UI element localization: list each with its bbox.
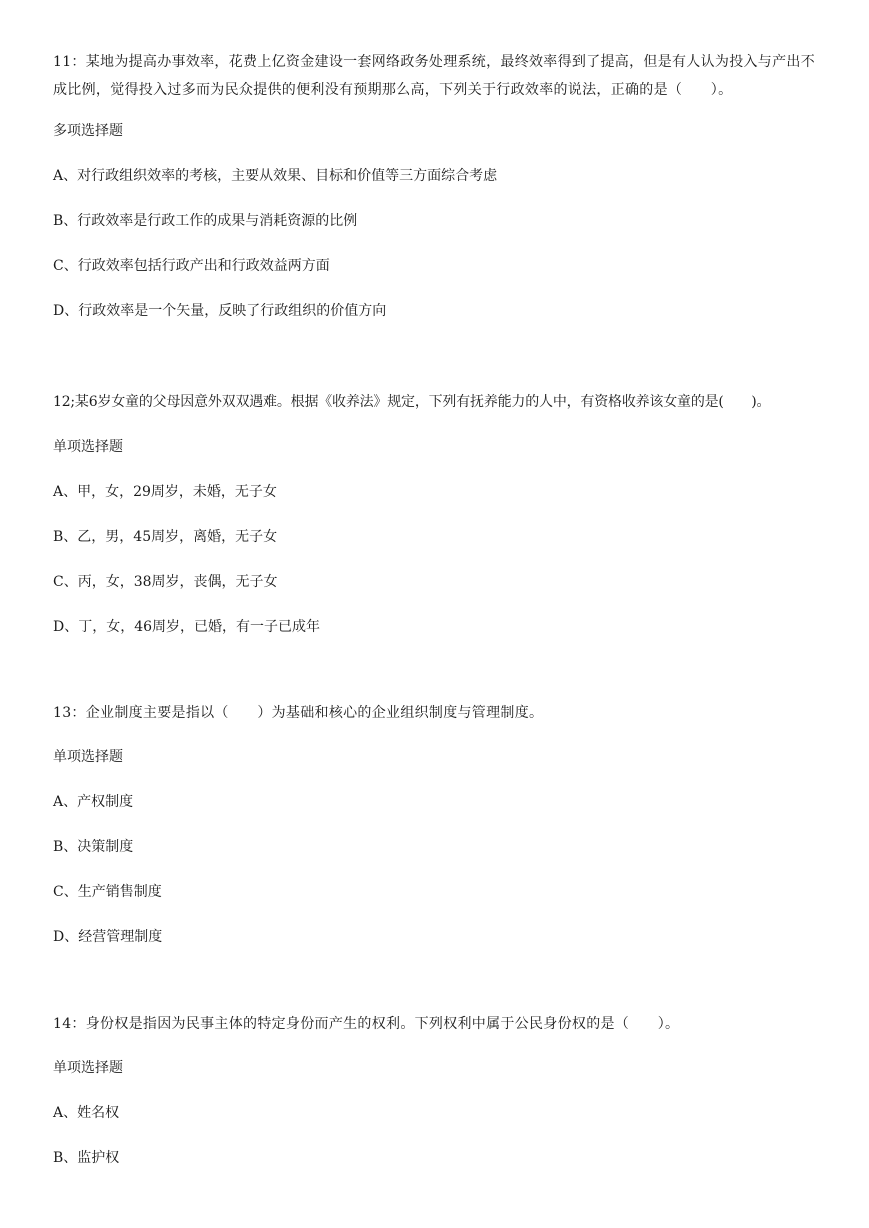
question-type: 单项选择题: [53, 439, 123, 455]
question-stem: 11：某地为提高办事效率，花费上亿资金建设一套网络政务处理系统，最终效率得到了提高，但是有人认为投入与产出不成比例，觉得投入过多而为民众提供的便利没有预期那么高，下列关于行政效率的说法，正确的是（ ）。: [53, 54, 816, 98]
question-type: 多项选择题: [53, 123, 123, 139]
option-c: C、生产销售制度: [53, 884, 162, 900]
question-11: [53, 48, 828, 321]
option-d: D、丁，女，46周岁，已婚，有一子已成年: [53, 619, 321, 635]
question-14: [53, 1010, 828, 1168]
option-b: B、决策制度: [53, 839, 134, 855]
question-stem: 14：身份权是指因为民事主体的特定身份而产生的权利。下列权利中属于公民身份权的是（ ）。: [53, 1016, 680, 1032]
option-b: B、乙，男，45周岁，离婚，无子女: [53, 529, 278, 545]
question-stem: 12;某6岁女童的父母因意外双双遇难。根据《收养法》规定，下列有抚养能力的人中，有资格收养该女童的是( )。: [53, 394, 771, 410]
question-stem: 13：企业制度主要是指以（ ）为基础和核心的企业组织制度与管理制度。: [53, 705, 544, 721]
option-d: D、经营管理制度: [53, 929, 163, 945]
option-a: A、产权制度: [53, 794, 134, 810]
option-c: C、行政效率包括行政产出和行政效益两方面: [53, 258, 330, 274]
option-b: B、行政效率是行政工作的成果与消耗资源的比例: [53, 213, 358, 229]
question-type: 单项选择题: [53, 1060, 123, 1076]
option-a: A、姓名权: [53, 1105, 120, 1121]
option-a: A、甲，女，29周岁，未婚，无子女: [53, 484, 277, 500]
option-a: A、对行政组织效率的考核，主要从效果、目标和价值等三方面综合考虑: [53, 168, 498, 184]
question-13: [53, 699, 828, 947]
question-12: [53, 388, 828, 637]
option-b: B、监护权: [53, 1150, 120, 1166]
question-type: 单项选择题: [53, 749, 123, 765]
option-d: D、行政效率是一个矢量，反映了行政组织的价值方向: [53, 303, 387, 319]
option-c: C、丙，女，38周岁，丧偶，无子女: [53, 574, 278, 590]
